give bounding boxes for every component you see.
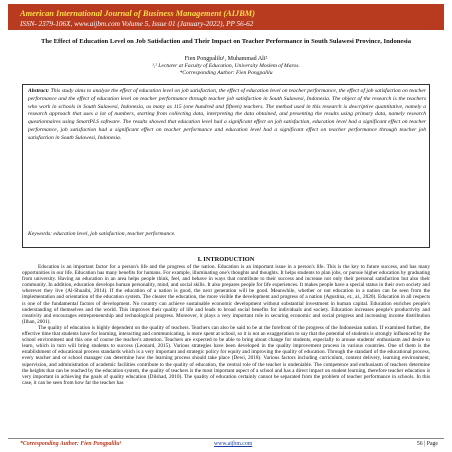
- journal-header-bar: [8, 4, 444, 30]
- abstract-text-block: [28, 88, 426, 143]
- paper-authors: Fien Pongpalilu¹, Muhammad Ali²: [184, 56, 268, 62]
- abstract-body: This study aims to analyze the effect of education level on job satisfaction, the effect of education level on teacher performance, the effect of job satisfaction on teacher performance and the effect of education level on teacher performance through teacher job satisfaction in South Sulawesi, Indonesia. The object of the research is the teachers who work in schools in South Sulawesi, Indonesia, as many as 115 (one hundred and fifteen) teachers. The method used in this research is descriptive quantitative, namely a research approach that uses a lot of numbers, starting from collecting data, interpreting the data obtained, and presenting the results using primary data, namely research questionnaires using SmartPLS software. The results showed that education level had a significant effect on job satisfaction, education level had a significant effect on teacher performance, job satisfaction had a significant effect on teacher performance and education level had a significant effect on teacher performance through teacher job satisfaction in South Sulawesi, Indonesia.: [28, 88, 426, 141]
- journal-name: American International Journal of Business Management (AIJBM): [20, 9, 256, 18]
- paper-title: The Effect of Education Level on Job Satisfaction and Their Impact on Teacher Performance in South Sulawesi Province, Indonesia: [40, 38, 412, 45]
- abstract-label: Abstract:: [28, 88, 50, 94]
- keywords: Keywords: education level, job satisfaction, teacher performance.: [28, 231, 176, 237]
- section-heading-introduction: I. INTRODUCTION: [197, 256, 255, 263]
- footer-journal-link[interactable]: www.aijbm.com: [214, 441, 253, 447]
- page-footer: [8, 438, 444, 450]
- footer-corresponding-author: *Corresponding Author: Fien Pongpalilu¹: [20, 441, 122, 447]
- paragraph: Education is an important factor for a person's life and the progress of the nation. Education is an important issue in a person's life. This is the key to future success, and has many opportunities in our life. Education has many benefits for humans. For example, illuminating one's thoughts and thoughts. It helps students to plan jobs, or pursue higher education by graduating from university. Having an education in an area helps people think, feel, and behave in ways that contribute to their success and increase not only their personal satisfaction but also their community. In addition, education develops human personality, mind, and social skills. It also prepares people for life experiences. It makes people have a special status in their own society and wherever they live (Al-Shuaibi, 2014). If the education of a nation is good, the next generation will be good. Meanwhile, whether or not education in a nation can be seen from the implementation and orientation of the education system. The clearer the education, the more visible the development and progress of a nation (Agustina, et., al., 2020). Education in all respects is one of the fundamental factors of development. No country can achieve sustainable economic development without substantial investment in human capital. Education enriches people's understanding of themselves and the world. This improves their quality of life and leads to broad social benefits for individuals and society. Education increases people's productivity and creativity and encourages entrepreneurship and technological progress. Moreover, it plays a very important role in securing economic and social progress and increasing income distribution (Ilhan, 2001).: [22, 264, 430, 325]
- page-number: 56 | Page: [416, 441, 438, 447]
- abstract-box: [22, 84, 430, 248]
- corresponding-author: *Corresponding Author: Fien Pongpalilu: [179, 70, 273, 76]
- introduction-body: [22, 264, 430, 386]
- journal-issn-line: ISSN- 2379-106X, www.aijbm.com Volume 5, Issue 01 (January-2022), PP 56-62: [20, 20, 254, 28]
- paragraph: The quality of education is highly dependent on the quality of teachers. Teachers can also be said to be at the forefront of the progress of the Indonesian nation. If examined further, the effective time that students have for learning, interacting and communicating, is more spent at school, so it is not an exaggeration to say that the potential of students is strongly influenced by the school environment and this one of course the teacher's attention. Teachers are expected to be able to bring about change for students, especially to arouse students' enthusiasm and desire to learn, which in turn will bring students to success (Leonard, 2015). Various strategies have been developed in the quality improvement process in various countries. One of them is the establishment of educational process standards which is a very important and strategic policy for equity and improving the quality of education. Through the standard of the educational process, every teacher and or school manager can determine how the learning process should take place (Dewi, 2018). Various factors including curriculum, content delivery, learning environment, supervision, and administration of academic facilities contribute to the quality of education, the central role of the teacher is undeniable. The competence and enthusiasm of teachers determine the heights that can be reached by the education system, the quality of teachers is the most important aspect of a school and has a direct impact on student learning, therefore teacher education is very important in achieving the goals of quality education (Dilshad, 2010). The quality of education certainly cannot be separated from the problem of teacher performance in schools. In this case, it can be seen from how far the teacher has: [22, 324, 430, 386]
- author-affiliation: ¹,² Lecturer at Faculty of Education, University Moslem of Maros.: [152, 63, 300, 69]
